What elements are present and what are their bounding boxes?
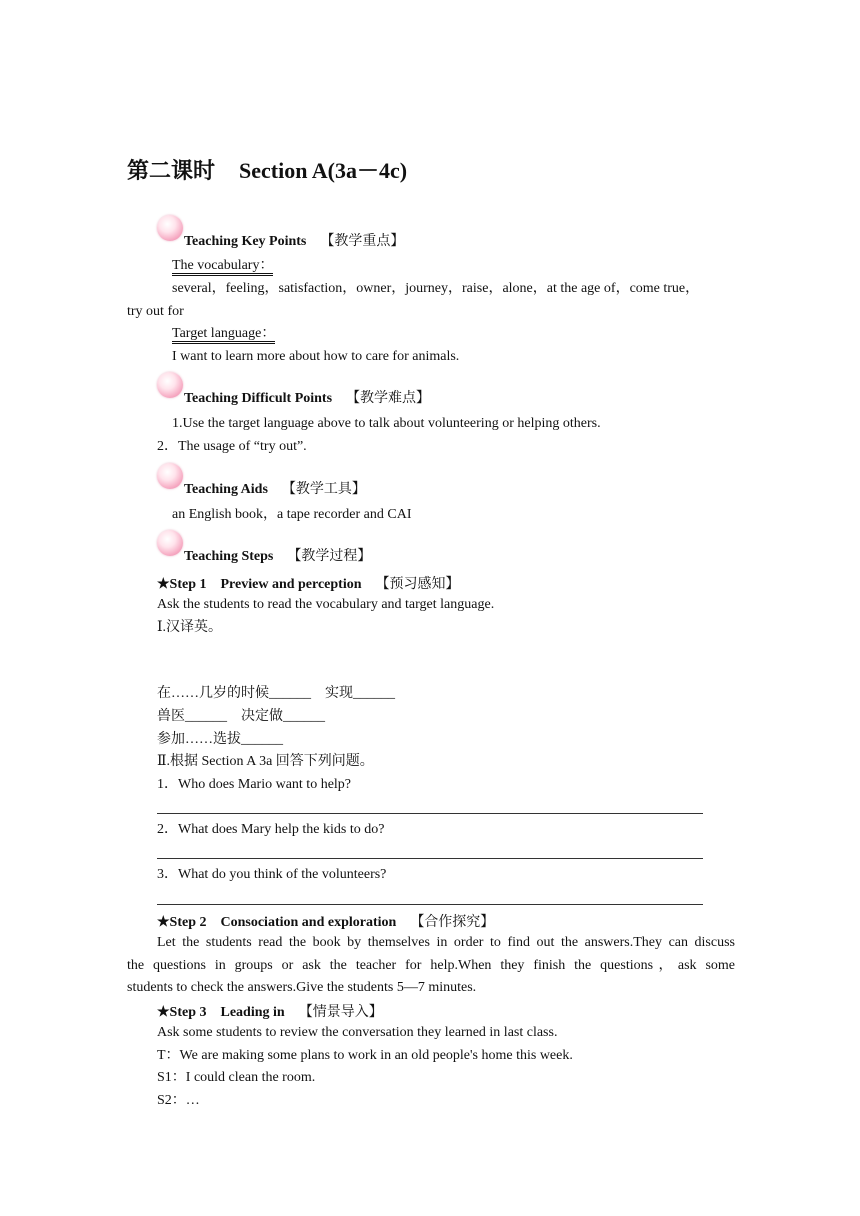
step2-heading: ★Step 2 Consociation and exploration 【合作探究】	[157, 915, 495, 930]
steps-heading: Teaching Steps 【教学过程】	[184, 549, 372, 564]
vocab-line-1: several，feeling，satisfaction，owner，journey，raise，alone，at the age of，come true，	[172, 281, 700, 296]
step2-line-2: the questions in groups or ask the teacher for help.When they finish the questions，ask some	[127, 958, 735, 973]
title-en: Section A(3a－4c)	[239, 158, 408, 183]
target-text: I want to learn more about how to care for animals.	[172, 349, 460, 364]
answer-line	[157, 813, 703, 814]
step3-heading: ★Step 3 Leading in 【情景导入】	[157, 1005, 383, 1020]
bullet-orb-icon	[157, 463, 183, 489]
target-label: Target language：	[172, 325, 282, 343]
translation-row-1: 在……几岁的时候______ 实现______	[157, 686, 395, 701]
bullet-orb-icon	[157, 372, 183, 398]
step3-line-1: Ask some students to review the conversation they learned in last class.	[157, 1025, 558, 1040]
answer-line	[157, 858, 703, 859]
step1-part2: Ⅱ.根据 Section A 3a 回答下列问题。	[157, 754, 374, 769]
difficult-item-1: 1.Use the target language above to talk about volunteering or helping others.	[172, 416, 601, 431]
key-points-heading: Teaching Key Points 【教学重点】	[184, 234, 405, 249]
step2-line-3: students to check the answers.Give the students 5—7 minutes.	[127, 980, 477, 995]
translation-row-2: 兽医______ 决定做______	[157, 709, 325, 724]
difficult-item-2: 2．The usage of “try out”.	[157, 439, 307, 454]
aids-heading: Teaching Aids 【教学工具】	[184, 482, 366, 497]
question-2: 2．What does Mary help the kids to do?	[157, 822, 385, 837]
step1-intro: Ask the students to read the vocabulary and target language.	[157, 597, 495, 612]
vocab-line-2: try out for	[127, 304, 184, 319]
answer-line	[157, 904, 703, 905]
question-1: 1．Who does Mario want to help?	[157, 777, 352, 792]
bullet-orb-icon	[157, 215, 183, 241]
step2-line-1: Let the students read the book by themselves in order to find out the answers.They can discuss	[157, 935, 735, 950]
question-3: 3．What do you think of the volunteers?	[157, 867, 387, 882]
step1-heading: ★Step 1 Preview and perception 【预习感知】	[157, 577, 460, 592]
translation-row-3: 参加……选拔______	[157, 732, 283, 747]
vocab-label: The vocabulary：	[172, 257, 280, 275]
step1-part1: Ⅰ.汉译英。	[157, 620, 223, 635]
step3-line-4: S2：…	[157, 1093, 200, 1108]
title-cn: 第二课时	[127, 158, 216, 183]
step3-line-2: T：We are making some plans to work in an old people's home this week.	[157, 1048, 573, 1063]
difficult-points-heading: Teaching Difficult Points 【教学难点】	[184, 391, 431, 406]
page-title	[127, 154, 407, 185]
step3-line-3: S1：I could clean the room.	[157, 1070, 316, 1085]
aids-text: an English book，a tape recorder and CAI	[172, 507, 412, 522]
bullet-orb-icon	[157, 530, 183, 556]
